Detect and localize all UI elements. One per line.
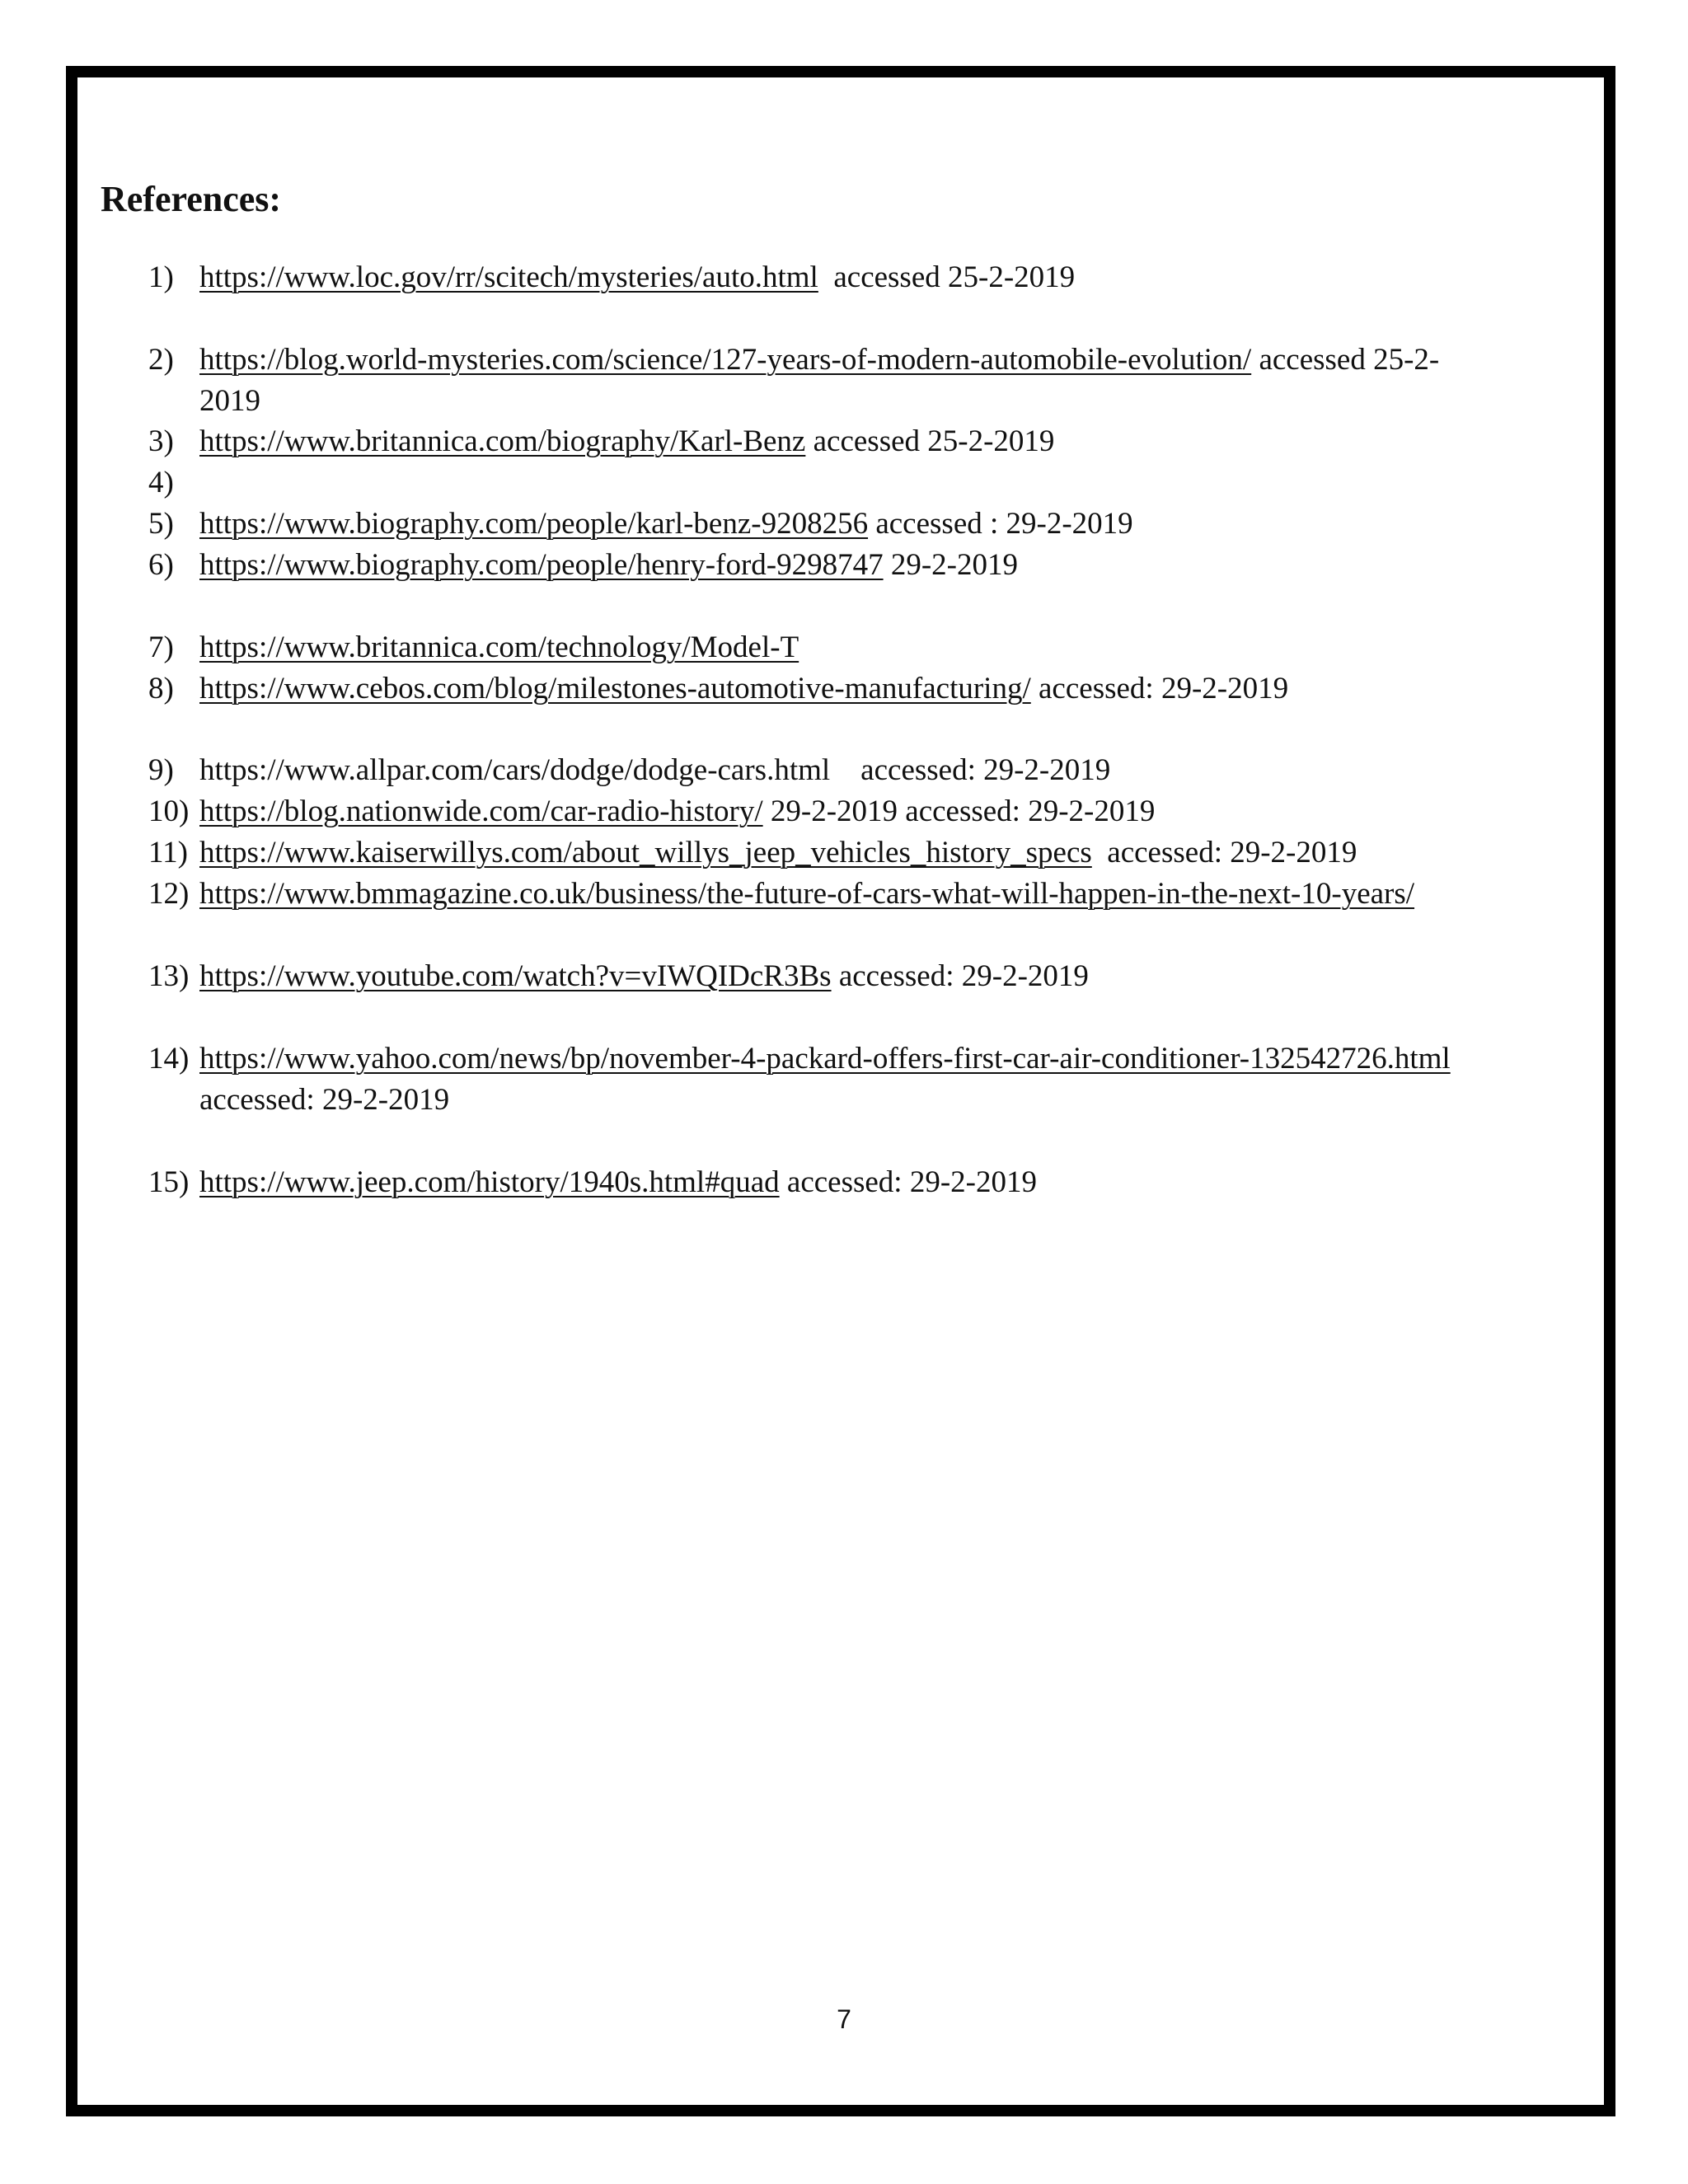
reference-accessed: accessed: 29-2-2019: [1107, 836, 1357, 869]
reference-link[interactable]: https://www.jeep.com/history/1940s.html#quad: [199, 1165, 780, 1199]
reference-item: [148, 874, 1566, 915]
reference-link[interactable]: https://blog.nationwide.com/car-radio-history/: [199, 794, 763, 828]
reference-item: [148, 504, 1566, 545]
reference-url-text: https://www.allpar.com/cars/dodge/dodge-cars.html: [199, 753, 831, 787]
references-heading: References:: [101, 179, 282, 219]
reference-body: [199, 750, 1566, 791]
reference-number: 3): [148, 424, 174, 458]
reference-accessed: 29-2-2019 accessed: 29-2-2019: [770, 794, 1156, 828]
reference-body: [199, 791, 1566, 832]
reference-body: [199, 340, 1566, 422]
reference-number: 15): [148, 1165, 190, 1199]
reference-link[interactable]: https://www.cebos.com/blog/milestones-automotive-manufacturing/: [199, 672, 1031, 705]
reference-item: [148, 832, 1566, 874]
reference-body: [199, 545, 1566, 586]
reference-item: [148, 462, 1566, 504]
reference-body: [199, 832, 1566, 874]
reference-link[interactable]: https://www.britannica.com/technology/Model-T: [199, 630, 799, 664]
reference-item: [148, 421, 1566, 462]
reference-item: [148, 627, 1566, 668]
reference-number: 5): [148, 507, 174, 541]
reference-item: [148, 668, 1566, 710]
reference-number: 7): [148, 630, 174, 664]
reference-body: [199, 956, 1566, 997]
reference-body: [199, 874, 1566, 915]
reference-continuation: 2019: [199, 384, 260, 418]
reference-accessed: accessed 25-2-: [1259, 343, 1440, 377]
reference-item: [148, 1038, 1566, 1121]
reference-item: [148, 545, 1566, 586]
reference-body: [199, 257, 1566, 298]
reference-number: 8): [148, 672, 174, 705]
reference-number: 1): [148, 260, 174, 294]
reference-item: [148, 750, 1566, 791]
reference-number: 4): [148, 466, 174, 499]
reference-link[interactable]: https://www.yahoo.com/news/bp/november-4-packard-offers-first-car-air-conditioner-132542726.html: [199, 1042, 1451, 1076]
reference-item: [148, 791, 1566, 832]
reference-body: [199, 462, 1566, 504]
reference-body: [199, 1038, 1566, 1121]
reference-link[interactable]: https://blog.world-mysteries.com/science/127-years-of-modern-automobile-evolution/: [199, 343, 1252, 377]
reference-body: [199, 421, 1566, 462]
reference-accessed: accessed: 29-2-2019: [860, 753, 1111, 787]
page-number: 7: [837, 2004, 851, 2034]
reference-body: [199, 1162, 1566, 1203]
reference-link[interactable]: https://www.kaiserwillys.com/about_willys_jeep_vehicles_history_specs: [199, 836, 1092, 869]
reference-number: 13): [148, 959, 190, 993]
reference-link[interactable]: https://www.biography.com/people/karl-benz-9208256: [199, 507, 869, 541]
reference-accessed: accessed: 29-2-2019: [838, 959, 1089, 993]
reference-number: 14): [148, 1042, 190, 1076]
reference-accessed: accessed: 29-2-2019: [786, 1165, 1037, 1199]
reference-continuation: accessed: 29-2-2019: [199, 1083, 450, 1117]
reference-item: [148, 1162, 1566, 1203]
reference-number: 12): [148, 877, 190, 911]
reference-accessed: accessed : 29-2-2019: [875, 507, 1133, 541]
reference-number: 10): [148, 794, 190, 828]
reference-item: [148, 340, 1566, 422]
reference-link[interactable]: https://www.youtube.com/watch?v=vIWQIDcR3Bs: [199, 959, 832, 993]
reference-body: [199, 627, 1566, 668]
reference-number: 2): [148, 343, 174, 377]
reference-accessed: accessed: 29-2-2019: [1039, 672, 1289, 705]
reference-accessed: accessed 25-2-2019: [833, 260, 1076, 294]
reference-item: [148, 257, 1566, 298]
reference-link[interactable]: https://www.biography.com/people/henry-ford-9298747: [199, 548, 884, 582]
reference-number: 9): [148, 753, 174, 787]
reference-accessed: accessed 25-2-2019: [813, 424, 1055, 458]
reference-body: [199, 668, 1566, 710]
reference-accessed: 29-2-2019: [890, 548, 1018, 582]
reference-number: 11): [148, 836, 188, 869]
reference-link[interactable]: https://www.britannica.com/biography/Karl-Benz: [199, 424, 806, 458]
reference-link[interactable]: https://www.bmmagazine.co.uk/business/the-future-of-cars-what-will-happen-in-the-next-10-years/: [199, 877, 1415, 911]
reference-body: [199, 504, 1566, 545]
reference-link[interactable]: https://www.loc.gov/rr/scitech/mysteries/auto.html: [199, 260, 818, 294]
reference-number: 6): [148, 548, 174, 582]
reference-item: [148, 956, 1566, 997]
